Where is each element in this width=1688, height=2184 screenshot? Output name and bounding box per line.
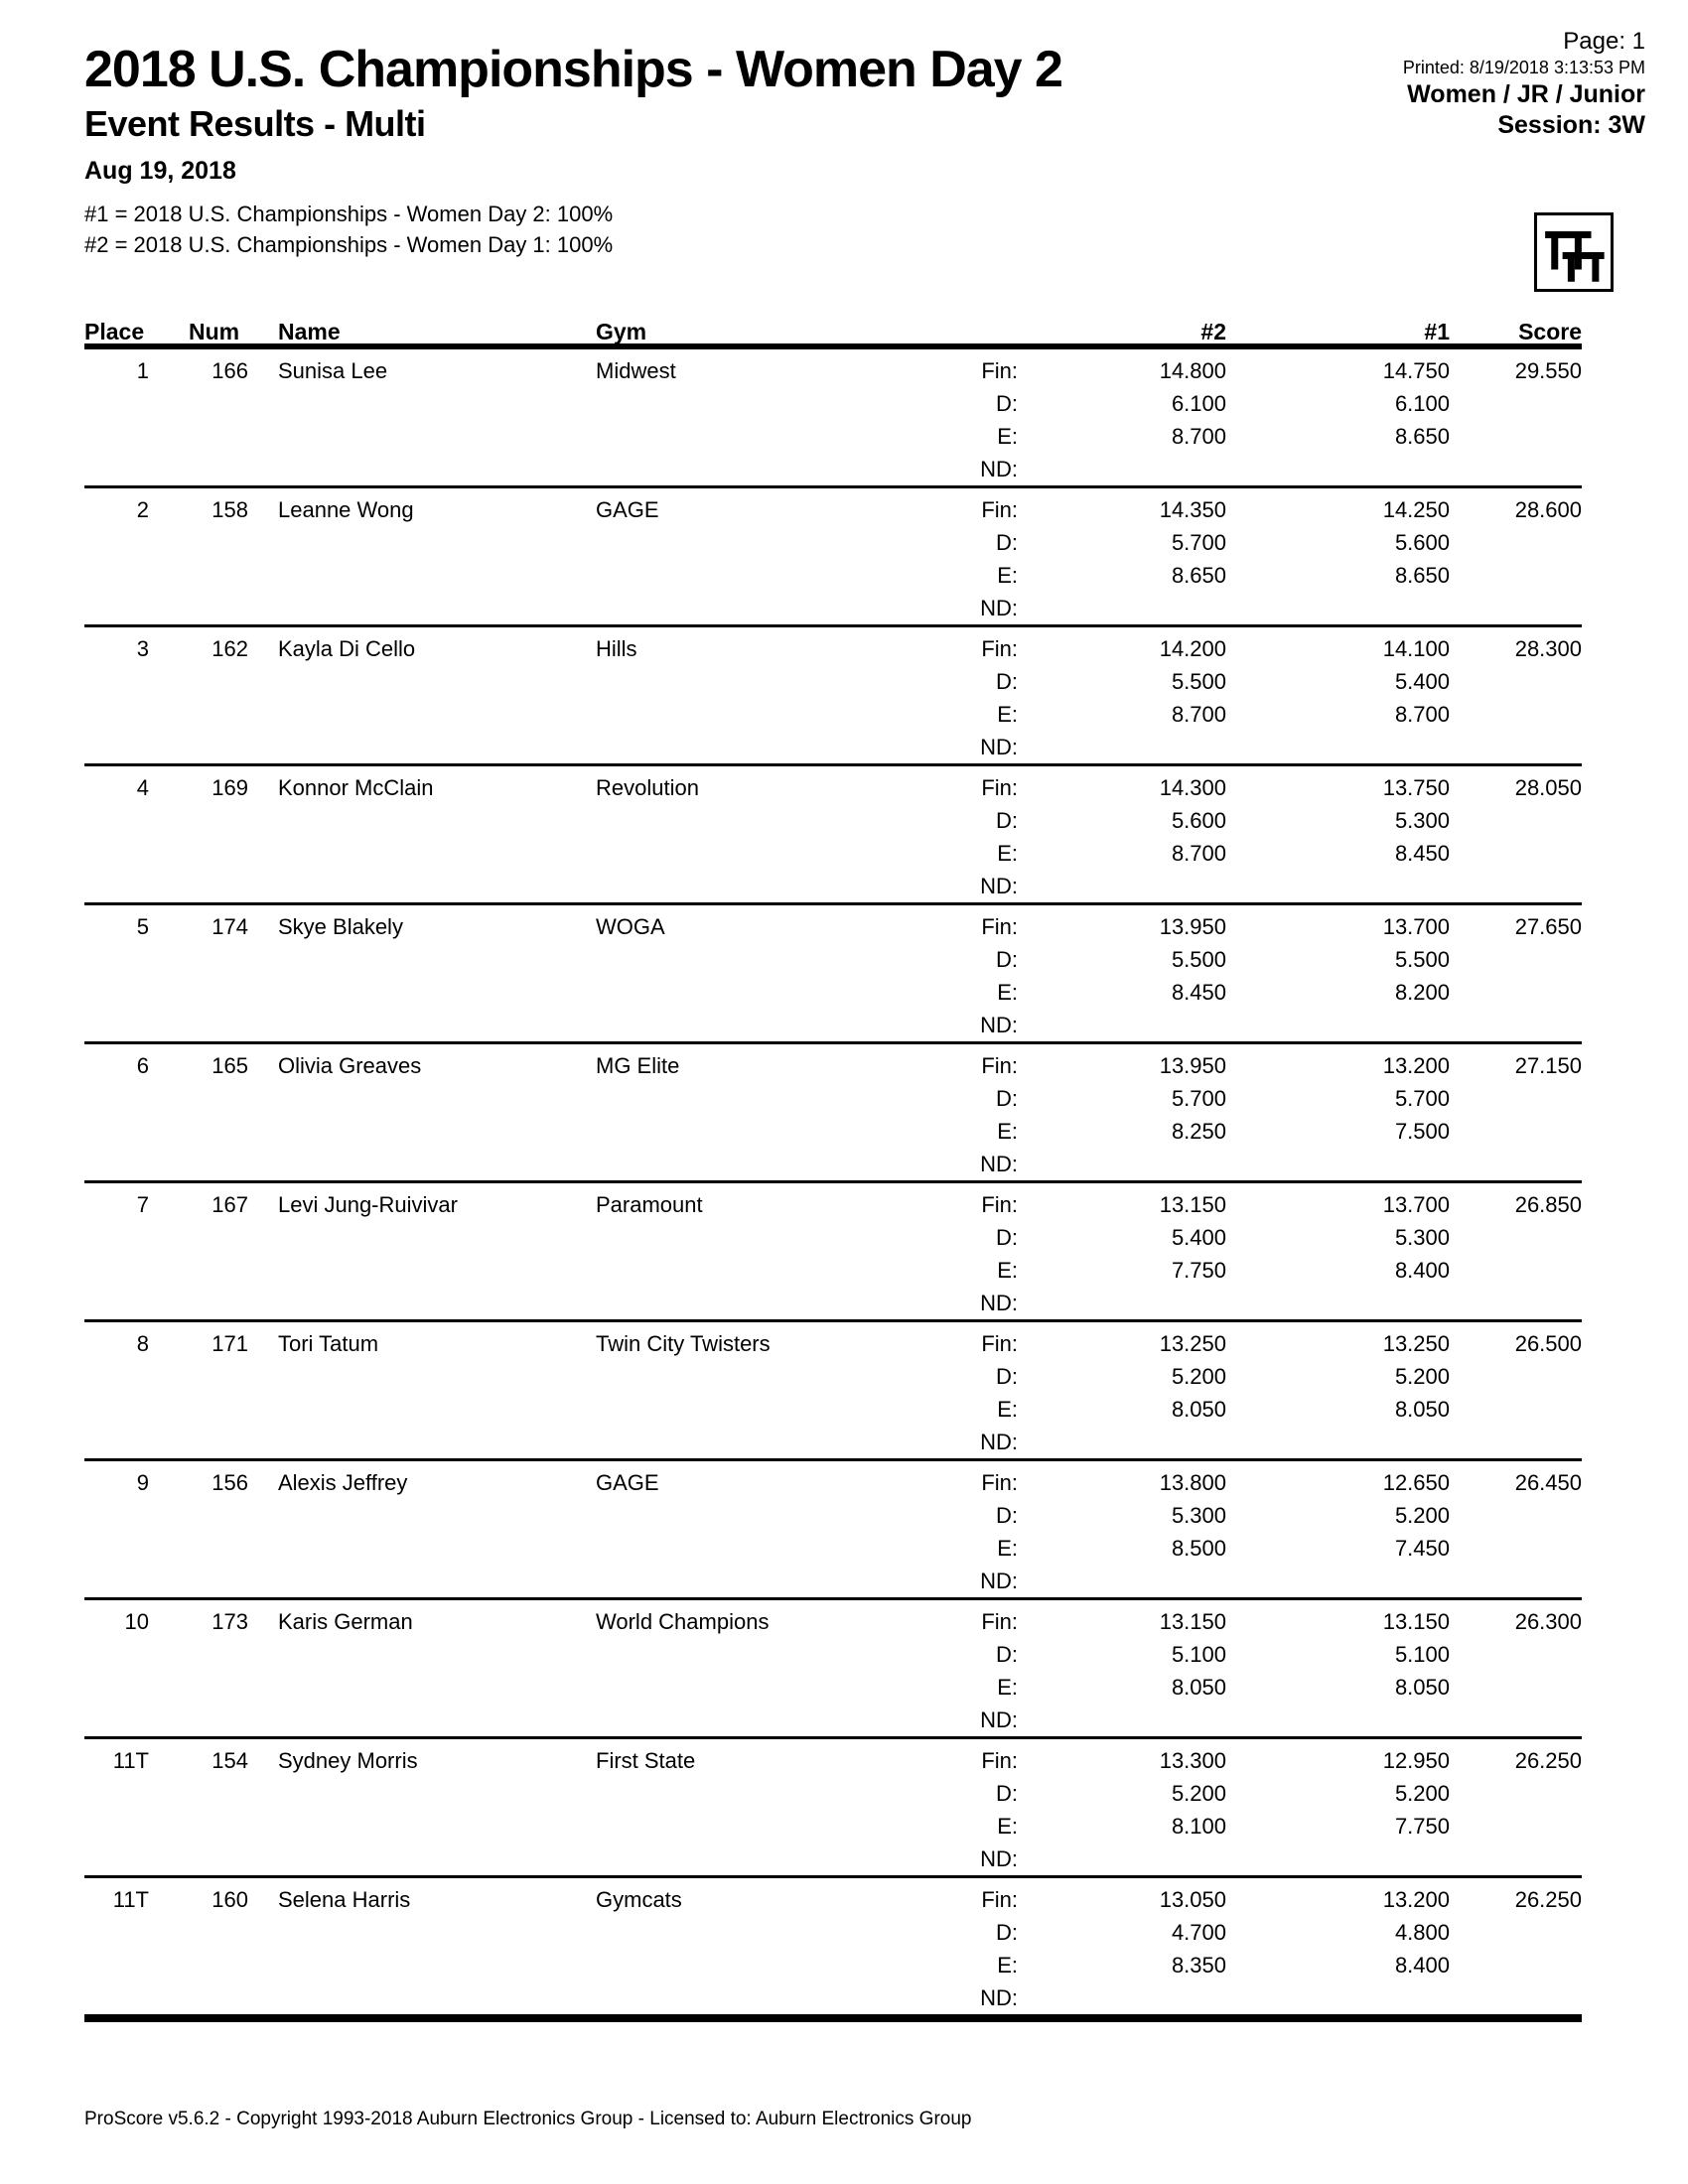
result-row [84, 1739, 1582, 1878]
score-line-label: D: [996, 1642, 1018, 1667]
result-row [84, 1183, 1582, 1322]
day2-value: 13.150 [1159, 1609, 1226, 1634]
day1-value: 7.450 [1394, 1536, 1450, 1561]
day1-value: 5.300 [1394, 1225, 1450, 1250]
place-cell: 8 [136, 1331, 149, 1356]
score-line-label: Fin: [981, 636, 1018, 661]
num-cell: 174 [211, 914, 248, 939]
score-line-label: D: [996, 1781, 1018, 1806]
score-line-label: ND: [980, 1013, 1018, 1037]
day2-value [1018, 1704, 1226, 1736]
day1-value: 5.500 [1394, 947, 1450, 972]
day2-value: 13.800 [1159, 1470, 1226, 1495]
day2-value [1018, 453, 1226, 485]
num-cell: 154 [211, 1748, 248, 1773]
score-line-label: Fin: [981, 1748, 1018, 1773]
num-cell: 160 [211, 1887, 248, 1912]
day2-value: 5.500 [1171, 947, 1226, 972]
day1-value [1226, 1009, 1450, 1041]
day2-value: 5.200 [1171, 1364, 1226, 1389]
uneven-bars-icon [1534, 212, 1614, 292]
day1-value: 5.700 [1394, 1086, 1450, 1111]
place-cell: 2 [136, 497, 149, 522]
day2-value: 13.300 [1159, 1748, 1226, 1773]
gym-cell: Revolution [596, 775, 699, 800]
day2-value: 8.250 [1171, 1119, 1226, 1144]
day1-value: 8.400 [1394, 1258, 1450, 1283]
day2-value [1018, 731, 1226, 763]
score-line-label: E: [997, 1675, 1018, 1700]
result-row [84, 1322, 1582, 1461]
name-cell: Levi Jung-Ruivivar [278, 1192, 458, 1217]
score-line-label: ND: [980, 1569, 1018, 1593]
day1-value: 5.300 [1394, 808, 1450, 833]
score-line-label: ND: [980, 735, 1018, 759]
day2-value: 5.500 [1171, 669, 1226, 694]
score-line-label: Fin: [981, 1331, 1018, 1356]
day1-value: 8.650 [1394, 563, 1450, 588]
day1-value: 4.800 [1394, 1920, 1450, 1945]
day2-value [1018, 1981, 1226, 2014]
score-line-label: Fin: [981, 914, 1018, 939]
num-cell: 169 [211, 775, 248, 800]
gym-cell: Gymcats [596, 1887, 682, 1912]
note-line-1: #1 = 2018 U.S. Championships - Women Day 2: 100% [84, 202, 614, 226]
num-cell: 173 [211, 1609, 248, 1634]
name-cell: Konnor McClain [278, 775, 434, 800]
place-cell: 4 [136, 775, 149, 800]
session-label: Session: 3W [1497, 111, 1645, 139]
col-place: Place [84, 319, 145, 344]
num-cell: 158 [211, 497, 248, 522]
name-cell: Alexis Jeffrey [278, 1470, 408, 1495]
day1-value: 12.950 [1382, 1748, 1450, 1773]
score-line-label: ND: [980, 1985, 1018, 2010]
day2-value: 6.100 [1171, 391, 1226, 416]
day2-value: 5.400 [1171, 1225, 1226, 1250]
day1-value [1226, 1981, 1450, 2014]
name-cell: Karis German [278, 1609, 413, 1634]
col-gym: Gym [596, 319, 647, 344]
score-line-label: D: [996, 391, 1018, 416]
place-cell: 5 [136, 914, 149, 939]
score-line-label: D: [996, 530, 1018, 555]
score-line-label: E: [997, 841, 1018, 866]
gym-cell: Twin City Twisters [596, 1331, 771, 1356]
num-cell: 166 [211, 358, 248, 383]
day1-value: 8.650 [1394, 424, 1450, 449]
score-line-label: D: [996, 947, 1018, 972]
day1-value: 8.050 [1394, 1675, 1450, 1700]
num-cell: 167 [211, 1192, 248, 1217]
day1-value: 13.200 [1382, 1887, 1450, 1912]
place-cell: 7 [136, 1192, 149, 1217]
day2-value: 5.200 [1171, 1781, 1226, 1806]
total-score: 26.500 [1514, 1331, 1582, 1356]
day1-value: 8.700 [1394, 702, 1450, 727]
day2-value [1018, 1565, 1226, 1597]
total-score: 26.300 [1514, 1609, 1582, 1634]
num-cell: 162 [211, 636, 248, 661]
score-line-label: ND: [980, 1152, 1018, 1176]
gym-cell: GAGE [596, 497, 659, 522]
total-score: 26.850 [1514, 1192, 1582, 1217]
day2-value: 8.100 [1171, 1814, 1226, 1839]
score-line-label: ND: [980, 1291, 1018, 1315]
day1-value [1226, 1148, 1450, 1180]
day1-value: 5.400 [1394, 669, 1450, 694]
score-line-label: Fin: [981, 358, 1018, 383]
report-title: 2018 U.S. Championships - Women Day 2 [84, 41, 1062, 98]
name-cell: Selena Harris [278, 1887, 411, 1912]
score-line-label: E: [997, 1258, 1018, 1283]
day2-value: 8.650 [1171, 563, 1226, 588]
day1-value [1226, 1426, 1450, 1458]
day1-value [1226, 453, 1450, 485]
day1-value [1226, 731, 1450, 763]
day1-value: 14.100 [1382, 636, 1450, 661]
day2-value [1018, 870, 1226, 902]
day1-value [1226, 1704, 1450, 1736]
num-cell: 171 [211, 1331, 248, 1356]
num-cell: 165 [211, 1053, 248, 1078]
name-cell: Kayla Di Cello [278, 636, 416, 661]
gym-cell: GAGE [596, 1470, 659, 1495]
day2-value: 8.700 [1171, 841, 1226, 866]
day2-value: 13.050 [1159, 1887, 1226, 1912]
col-day1: #1 [1424, 319, 1450, 344]
total-score: 27.650 [1514, 914, 1582, 939]
day1-value: 5.200 [1394, 1781, 1450, 1806]
place-cell: 6 [136, 1053, 149, 1078]
day2-value: 5.100 [1171, 1642, 1226, 1667]
day2-value [1018, 1426, 1226, 1458]
day1-value: 12.650 [1382, 1470, 1450, 1495]
gym-cell: Hills [596, 636, 637, 661]
day2-value: 5.700 [1171, 1086, 1226, 1111]
day1-value: 7.500 [1394, 1119, 1450, 1144]
results-body [84, 349, 1582, 2022]
total-score: 28.300 [1514, 636, 1582, 661]
day2-value: 8.700 [1171, 702, 1226, 727]
place-cell: 1 [136, 358, 149, 383]
score-line-label: D: [996, 1225, 1018, 1250]
day2-value: 13.150 [1159, 1192, 1226, 1217]
day2-value [1018, 1148, 1226, 1180]
score-line-label: Fin: [981, 497, 1018, 522]
day1-value [1226, 1843, 1450, 1875]
day2-value: 4.700 [1171, 1920, 1226, 1945]
result-row [84, 766, 1582, 905]
col-day2: #2 [1200, 319, 1226, 344]
result-row [84, 627, 1582, 766]
day2-value: 8.350 [1171, 1953, 1226, 1978]
place-cell: 10 [124, 1609, 149, 1634]
day2-value: 8.050 [1171, 1397, 1226, 1422]
score-line-label: ND: [980, 874, 1018, 898]
day2-value: 13.950 [1159, 1053, 1226, 1078]
day1-value: 8.400 [1394, 1953, 1450, 1978]
report-meta [1403, 28, 1645, 141]
day1-value: 8.200 [1394, 980, 1450, 1005]
total-score: 26.250 [1514, 1887, 1582, 1912]
table-header [84, 316, 1582, 349]
score-line-label: D: [996, 1503, 1018, 1528]
result-row [84, 1878, 1582, 2022]
total-score: 28.600 [1514, 497, 1582, 522]
result-row [84, 1600, 1582, 1739]
report-date: Aug 19, 2018 [84, 157, 236, 185]
place-cell: 11T [112, 1748, 149, 1773]
score-line-label: E: [997, 1397, 1018, 1422]
printed-timestamp: Printed: 8/19/2018 3:13:53 PM [1402, 58, 1645, 77]
day1-value [1226, 592, 1450, 624]
gym-cell: World Champions [596, 1609, 770, 1634]
day1-value: 13.700 [1382, 1192, 1450, 1217]
score-line-label: Fin: [981, 1470, 1018, 1495]
total-score: 27.150 [1514, 1053, 1582, 1078]
footer-text: ProScore v5.6.2 - Copyright 1993-2018 Auburn Electronics Group - Licensed to: Auburn Electronics Group [84, 2109, 972, 2129]
day1-value [1226, 1287, 1450, 1319]
results-table [84, 316, 1582, 2022]
score-line-label: D: [996, 669, 1018, 694]
score-line-label: D: [996, 808, 1018, 833]
day1-value: 6.100 [1394, 391, 1450, 416]
score-line-label: ND: [980, 1430, 1018, 1454]
score-line-label: D: [996, 1920, 1018, 1945]
day2-value: 8.450 [1171, 980, 1226, 1005]
result-row [84, 905, 1582, 1044]
day1-value: 5.600 [1394, 530, 1450, 555]
day1-value: 8.450 [1394, 841, 1450, 866]
place-cell: 3 [136, 636, 149, 661]
division-label: Women / JR / Junior [1407, 80, 1645, 108]
day2-value [1018, 1287, 1226, 1319]
page-number: Page: 1 [1563, 28, 1645, 55]
day2-value: 13.250 [1159, 1331, 1226, 1356]
day2-value: 14.350 [1159, 497, 1226, 522]
day2-value: 7.750 [1171, 1258, 1226, 1283]
day2-value: 14.200 [1159, 636, 1226, 661]
day2-value: 8.050 [1171, 1675, 1226, 1700]
place-cell: 11T [112, 1887, 149, 1912]
day1-value [1226, 1565, 1450, 1597]
score-line-label: E: [997, 702, 1018, 727]
day1-value [1226, 870, 1450, 902]
day2-value: 5.700 [1171, 530, 1226, 555]
score-line-label: Fin: [981, 1192, 1018, 1217]
score-line-label: E: [997, 1814, 1018, 1839]
score-line-label: Fin: [981, 1887, 1018, 1912]
report-subtitle: Event Results - Multi [84, 103, 426, 144]
day2-value: 5.300 [1171, 1503, 1226, 1528]
score-line-label: Fin: [981, 775, 1018, 800]
col-name: Name [278, 319, 341, 344]
gym-cell: Midwest [596, 358, 676, 383]
name-cell: Olivia Greaves [278, 1053, 422, 1078]
result-row [84, 1461, 1582, 1600]
day2-value: 14.800 [1159, 358, 1226, 383]
name-cell: Tori Tatum [278, 1331, 379, 1356]
name-cell: Sydney Morris [278, 1748, 418, 1773]
score-line-label: E: [997, 1119, 1018, 1144]
score-line-label: E: [997, 424, 1018, 449]
score-line-label: E: [997, 563, 1018, 588]
total-score: 26.250 [1514, 1748, 1582, 1773]
day1-value: 13.200 [1382, 1053, 1450, 1078]
day1-value: 5.100 [1394, 1642, 1450, 1667]
day2-value [1018, 592, 1226, 624]
day2-value: 13.950 [1159, 914, 1226, 939]
day1-value: 13.700 [1382, 914, 1450, 939]
day2-value: 14.300 [1159, 775, 1226, 800]
col-num: Num [189, 319, 240, 344]
score-line-label: Fin: [981, 1609, 1018, 1634]
col-score: Score [1518, 319, 1582, 344]
day1-value: 5.200 [1394, 1503, 1450, 1528]
score-line-label: ND: [980, 596, 1018, 620]
day2-value: 5.600 [1171, 808, 1226, 833]
place-cell: 9 [136, 1470, 149, 1495]
score-line-label: E: [997, 1536, 1018, 1561]
day2-value: 8.500 [1171, 1536, 1226, 1561]
score-line-label: D: [996, 1364, 1018, 1389]
day2-value [1018, 1009, 1226, 1041]
meet-notes [84, 199, 613, 260]
score-line-label: E: [997, 1953, 1018, 1978]
gym-cell: Paramount [596, 1192, 703, 1217]
gym-cell: First State [596, 1748, 696, 1773]
score-line-label: Fin: [981, 1053, 1018, 1078]
total-score: 29.550 [1514, 358, 1582, 383]
name-cell: Sunisa Lee [278, 358, 388, 383]
total-score: 26.450 [1514, 1470, 1582, 1495]
score-line-label: E: [997, 980, 1018, 1005]
name-cell: Skye Blakely [278, 914, 403, 939]
name-cell: Leanne Wong [278, 497, 414, 522]
day1-value: 13.750 [1382, 775, 1450, 800]
gym-cell: WOGA [596, 914, 665, 939]
day1-value: 7.750 [1394, 1814, 1450, 1839]
total-score: 28.050 [1514, 775, 1582, 800]
score-line-label: ND: [980, 1846, 1018, 1871]
day2-value: 8.700 [1171, 424, 1226, 449]
result-row [84, 349, 1582, 488]
score-line-label: ND: [980, 1707, 1018, 1732]
day1-value: 8.050 [1394, 1397, 1450, 1422]
gym-cell: MG Elite [596, 1053, 680, 1078]
result-row [84, 1044, 1582, 1183]
day1-value: 13.250 [1382, 1331, 1450, 1356]
day2-value [1018, 1843, 1226, 1875]
day1-value: 13.150 [1382, 1609, 1450, 1634]
day1-value: 5.200 [1394, 1364, 1450, 1389]
note-line-2: #2 = 2018 U.S. Championships - Women Day 1: 100% [84, 232, 614, 257]
day1-value: 14.750 [1382, 358, 1450, 383]
score-line-label: D: [996, 1086, 1018, 1111]
day1-value: 14.250 [1382, 497, 1450, 522]
score-line-label: ND: [980, 457, 1018, 481]
result-row [84, 488, 1582, 627]
num-cell: 156 [211, 1470, 248, 1495]
